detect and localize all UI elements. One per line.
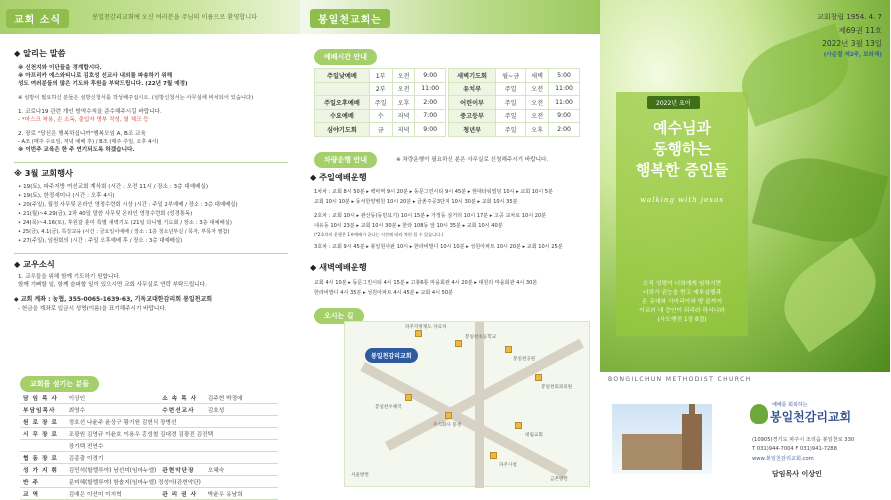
- staff-names: 김호성: [205, 404, 278, 416]
- volume-number: 제69권 11호: [838, 26, 882, 35]
- service-detail: 새벽: [526, 69, 549, 83]
- church-phone: T 031)944-7004 F 031)941-7288: [752, 446, 837, 452]
- announcements-title: ◆ 알리는 말씀: [14, 48, 66, 58]
- news-header-bar: [0, 0, 300, 34]
- staff-names: 김예은 이선미 이지혁: [66, 488, 160, 500]
- church-address: (10905)경기도 파주시 조리읍 봉일천로 330: [752, 437, 855, 443]
- verse-line: 너희가 권능을 받고 예루살렘과: [642, 290, 722, 296]
- staff-names: 김민석(할렐루야) 남선미(임마누엘): [66, 464, 160, 476]
- map-label: 봉일천공원: [513, 357, 536, 362]
- map-label: 파주지방제도 자료처: [405, 325, 447, 330]
- staff-row: [20, 476, 278, 488]
- event-line: • 19(토), 한정세미나 (시간 : 오후 4시): [18, 193, 115, 199]
- service-name: 유치부: [449, 82, 496, 96]
- service-name: 심야기도회: [315, 123, 370, 137]
- service-name: 청년부: [449, 123, 496, 137]
- bulletin-date: 2022년 3월 13일: [822, 39, 882, 48]
- account-info: ◆ 교회 계좌 : 농협, 355-0065-1639-63, 기독교대한감리회 봉일천교회: [14, 296, 213, 303]
- building-icon: [415, 330, 422, 337]
- service-detail: 저녁: [392, 109, 415, 123]
- bus-route-note: (*2호차의 운행은 1부예배가 끝나는 시간에 따라 차편 될 수 있습니다.): [314, 232, 444, 237]
- service-detail: 11:00: [549, 96, 580, 110]
- map-label: 봉일천외과의원: [541, 385, 573, 390]
- bus-route: 3호차 : 교회 9시 45분 ▸ 봉일원사판 10시 ▸ 한라비발디 10시 10분 ▸ 성원아파트 10시 20분 ▸ 교회 10시 25분: [314, 244, 563, 250]
- event-line: • 24(목)~4.16(토), 후원갈 훈미 특별 새벽기도 (21일 다니엘 기도회 / 장소 : 3층 대예배실): [18, 220, 232, 226]
- worship-times-table-left: [314, 68, 446, 137]
- sunday-bus-title: ◆ 주일예배운행: [310, 172, 367, 182]
- building-icon: [490, 452, 497, 459]
- service-detail: 주일: [496, 123, 526, 137]
- staff-row: [20, 440, 278, 452]
- service-row: [315, 82, 446, 96]
- announcement-line: ※ 아프리카 에스와티니로 김호성 선교사 내외를 파송하기 위해: [18, 73, 173, 79]
- building-icon: [515, 422, 522, 429]
- announcement-line: - *마스크 착용, 손 소독, 출입자 명부 작성, 열 체크 등: [18, 117, 149, 123]
- church-english-name: BONGILCHUN METHODIST CHURCH: [608, 376, 752, 383]
- verse-reference: (사도행전 1장 8절): [657, 317, 707, 323]
- staff-role: 반 주: [20, 476, 66, 488]
- event-line: • 20(주일), 월정 사무및 온라인 영정수련회 시상 (시간 : 주일 2부예배 / 장소 : 3층 대예배실): [18, 202, 238, 208]
- service-row: [315, 109, 446, 123]
- bus-route: 교회 10시 10분 ▸ 동서한양병원 10시 20분 ▸ 금촌주공3단지 10시 30분 ▸ 교회 10시 35분: [314, 199, 518, 205]
- staff-role: 원 로 장 로: [20, 416, 66, 428]
- cover-panel: [600, 0, 890, 492]
- staff-row: [20, 392, 278, 404]
- service-detail: 금: [369, 123, 392, 137]
- service-name: 주일낮예배: [315, 69, 370, 83]
- worship-times-tag: 예배시간 안내: [314, 49, 377, 65]
- staff-names: 최영수: [66, 404, 160, 416]
- service-detail: 오전: [526, 96, 549, 110]
- senior-pastor: 담임목사 이상인: [772, 470, 822, 478]
- staff-names: 김주현 박정애: [205, 392, 278, 404]
- service-detail: 오전: [526, 82, 549, 96]
- service-detail: 5:00: [549, 69, 580, 83]
- service-row: [449, 123, 580, 137]
- bus-route: 교회 4시 10분 ▸ 동문그린시티 4시 15분 ▸ 고봉6통 마을회관 4시 20분 ▸ 대원리 마을회관 4시 30분: [314, 280, 538, 286]
- map-label: 파주시청: [499, 463, 517, 468]
- member-news-line: 1. 교우들을 위해 함께 기도하기 원합니다.: [18, 274, 121, 280]
- staff-names: 장기택 전연수: [66, 440, 278, 452]
- church-tower: [682, 414, 702, 470]
- church-building-image: [612, 404, 712, 474]
- staff-names: 정호선 나윤주 윤상구 황기원 김현식 장병선: [66, 416, 278, 428]
- member-news-line: 함께 기뻐할 일, 함께 슬퍼할 일이 있으시면 교회 사무실로 연락 부탁드립니다.: [18, 282, 207, 288]
- staff-role: 부담임목사: [20, 404, 66, 416]
- service-row: [449, 82, 580, 96]
- staff-role: 수련선교사: [159, 404, 205, 416]
- service-panel: [300, 0, 600, 492]
- staff-names: 박윤우 유남희: [205, 488, 278, 500]
- map-label: 봉일천초등학교: [465, 335, 497, 340]
- service-detail: 주일: [496, 96, 526, 110]
- directions-tag: 오시는 길: [314, 308, 364, 324]
- service-detail: 오전: [526, 109, 549, 123]
- service-detail: 주일: [369, 96, 392, 110]
- directions-map: [344, 321, 590, 487]
- cross-icon: [689, 404, 695, 416]
- news-panel: [0, 0, 300, 498]
- staff-table: [20, 392, 278, 500]
- events-title: ※ 3월 교회행사: [14, 168, 73, 178]
- service-header-bar: [300, 0, 600, 34]
- church-tagline: 예배를 회복하는: [772, 402, 808, 408]
- announcement-line: 성도 여러분들의 많은 기도와 후원을 부탁드립니다. (22년 7월 예정): [18, 81, 188, 87]
- staff-row: [20, 464, 278, 476]
- service-title: 봉일천교회는: [310, 9, 390, 28]
- service-detail: 11:00: [415, 82, 446, 96]
- service-detail: 저녁: [392, 123, 415, 137]
- service-detail: 주일: [496, 109, 526, 123]
- map-church-marker: 봉일천감리교회: [365, 348, 418, 363]
- motto-line: 예수님과: [653, 119, 711, 137]
- service-name: 수요예배: [315, 109, 370, 123]
- staff-role: 교 역: [20, 488, 66, 500]
- service-detail: 월~금: [496, 69, 526, 83]
- service-detail: 11:00: [549, 82, 580, 96]
- verse-line: 온 유대와 사마리아와 땅 끝까지: [641, 299, 723, 305]
- service-row: [449, 109, 580, 123]
- service-detail: 오전: [392, 69, 415, 83]
- staff-row: [20, 404, 278, 416]
- bus-note: ※ 차량운행이 필요하신 분은 사무실로 신청해주시기 바랍니다.: [396, 157, 549, 163]
- worship-times-table-right: [448, 68, 580, 137]
- motto-verse: [620, 280, 744, 325]
- service-name: 중고등부: [449, 109, 496, 123]
- liturgical-season: (사순절 제2주, 보라색): [823, 52, 882, 58]
- service-detail: 2:00: [549, 123, 580, 137]
- announcement-line: ※ 이번주 교육은 한 주 연기되도록 하겠습니다.: [18, 147, 135, 153]
- service-row: [315, 123, 446, 137]
- staff-names: 오혜숙: [205, 464, 278, 476]
- bus-route: 내유동 10시 23분 ▸ 교회 10시 30분 ▸ 한라 108동 앞 10시 35분 ▸ 교회 10시 40분: [314, 223, 503, 229]
- motto-line: 행복한 증인들: [635, 161, 729, 179]
- service-detail: 1부: [369, 69, 392, 83]
- staff-role: 성 가 지 휘: [20, 464, 66, 476]
- service-detail: 오전: [392, 82, 415, 96]
- staff-names: 조광원 김영규 이윤호 이용우 홍성철 김대경 김광진 김진택: [66, 428, 278, 440]
- staff-names: 김종출 이경기: [66, 452, 278, 464]
- event-line: • 19(토), 파주지방 여선교회 계삭회 (시간 : 오전 11시 / 장소 : 3층 대예배실): [18, 184, 209, 190]
- announcement-line: 1. 코로나19 관련 개인 방역수칙을 준수해주시길 바랍니다.: [18, 109, 162, 115]
- bus-route: 한라비발디 4시 35분 ▸ 성원아파트 4시 45분 ▸ 교회 4시 50분: [314, 290, 454, 296]
- staff-role: 시 무 장 로: [20, 428, 66, 440]
- announcement-line: 2. 장로 "당신은 행복하십니까"행복모임 A, B조 교육: [18, 131, 146, 137]
- staff-role: [20, 440, 66, 452]
- announcement-line: ※ 신천지와 이단들을 경계합시다.: [18, 65, 102, 71]
- staff-row: [20, 452, 278, 464]
- service-detail: 9:00: [415, 123, 446, 137]
- account-note: - 헌금을 계좌로 입금시 성명(이름)을 표기해주시기 바랍니다.: [18, 306, 167, 312]
- event-line: • 27(주일), 임원회의 (시간 : 주일 오후예배 후 / 장소 : 3층 대예배실): [18, 238, 183, 244]
- divider: [14, 253, 288, 254]
- service-detail: 2부: [369, 82, 392, 96]
- staff-role: 관 리 권 사: [159, 488, 205, 500]
- building-icon: [445, 412, 452, 419]
- event-line: • 21(월)~4.29(금), 2차 40일 말씀 사무및 온라인 영정수련회 (성경통독): [18, 211, 193, 217]
- map-label: 대림교회: [525, 433, 543, 438]
- founded-date: 교회창립 1954. 4. 7: [817, 13, 882, 21]
- building-icon: [535, 374, 542, 381]
- service-row: [449, 69, 580, 83]
- verse-line: 오직 성령이 너희에게 임하시면: [642, 281, 722, 287]
- building-icon: [455, 340, 462, 347]
- building-icon: [505, 346, 512, 353]
- service-detail: 9:00: [549, 109, 580, 123]
- building-icon: [405, 394, 412, 401]
- staff-names: 문미혜(할렐루야) 함솔지(임마누엘) 정성아(관현악단): [66, 476, 278, 488]
- staff-role: 관현악단장: [159, 464, 205, 476]
- service-detail: 2:00: [415, 96, 446, 110]
- verse-line: 이르러 내 증인이 되리라 하시니라: [639, 308, 725, 314]
- service-detail: 수: [369, 109, 392, 123]
- service-detail: 9:00: [415, 69, 446, 83]
- map-label: 서울방면: [351, 473, 369, 478]
- leaf-decoration: [752, 146, 889, 254]
- service-row: [315, 69, 446, 83]
- bus-route: 2호차 : 교회 10시 ▸ 관산동(동민요기) 10시 15분 ▸ 가정동 삼거리 10시 17분 ▸ 고공 교차로 10시 20분: [314, 213, 547, 219]
- map-label: 봉일천우체국: [375, 405, 402, 410]
- service-detail: 오후: [392, 96, 415, 110]
- church-name: 봉일천감리교회: [770, 410, 852, 424]
- cover-hero: [600, 0, 890, 372]
- welcome-note: 봉일천감리교회에 오신 여러분을 주님의 이름으로 환영합니다: [92, 14, 258, 21]
- staff-row: [20, 488, 278, 500]
- event-line: • 25(금), 4.1(금), 특강교육 (시간 : 금요일이예배 / 장소 : 1층 청소년부실 / 목자, 부목자 필참): [18, 229, 230, 235]
- bus-tag: 차량운행 안내: [314, 152, 377, 168]
- service-detail: 주일: [496, 82, 526, 96]
- staff-tag: 교회를 섬기는 분들: [20, 376, 99, 392]
- staff-row: [20, 428, 278, 440]
- motto-english: walking with jesus: [640, 196, 724, 204]
- service-detail: 오후: [526, 123, 549, 137]
- motto-pill: 2022년 표어: [647, 96, 700, 109]
- service-row: [449, 96, 580, 110]
- road: [475, 322, 484, 488]
- church-building: [622, 434, 682, 470]
- announcement-line: - A조 (매주 수요일, 저녁 예배 후) / B조 (매주 주일, 오후 4시): [18, 139, 159, 145]
- news-title: 교회 소식: [6, 9, 69, 28]
- staff-names: 이상인: [66, 392, 160, 404]
- staff-role: 협 동 장 로: [20, 452, 66, 464]
- map-label: 주식회사 풍생: [433, 423, 462, 428]
- staff-role: 담 임 목 사: [20, 392, 66, 404]
- service-detail: 7:00: [415, 109, 446, 123]
- service-name: 어린이부: [449, 96, 496, 110]
- leaf-decoration: [769, 238, 891, 353]
- bus-route: 1차차 : 교회 8시 50분 ▸ 백마역 9시 20분 ▸ 동문그린시티 9시 45분 ▸ 현대타워빌딩 10시 ▸ 교회 10시 5분: [314, 189, 553, 195]
- church-logo-icon: [750, 404, 768, 424]
- service-name: 주일오후예배: [315, 96, 370, 110]
- staff-role: 소 속 목 사: [159, 392, 205, 404]
- service-name: 새벽기도회: [449, 69, 496, 83]
- divider: [14, 162, 288, 163]
- service-name: [315, 82, 370, 96]
- church-website[interactable]: www.봉일천감리교회.com: [752, 456, 814, 462]
- dawn-bus-title: ◆ 새벽예배운행: [310, 262, 367, 272]
- motto-line: 동행하는: [653, 140, 711, 158]
- service-row: [315, 96, 446, 110]
- member-news-title: ◆ 교우소식: [14, 259, 55, 269]
- staff-row: [20, 416, 278, 428]
- map-label: 금촌방면: [550, 477, 568, 482]
- announcement-line: ※ 심방이 필요하신 분들은 심방신청서를 작성해주십시오. (심방신청서는 사무실에 비치되어 있습니다): [18, 95, 254, 101]
